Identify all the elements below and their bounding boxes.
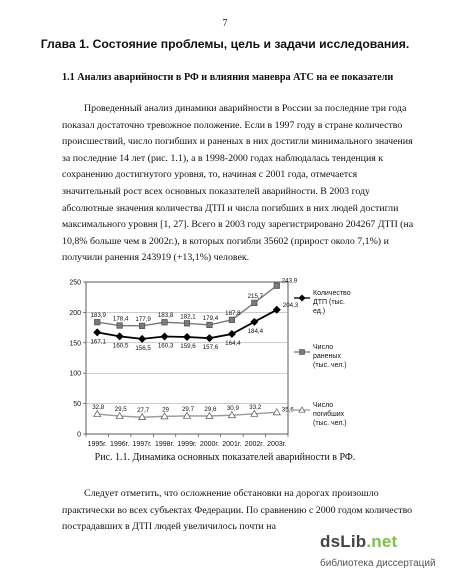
data-point-square [94,319,100,325]
data-label: 204,3 [282,301,299,309]
data-label: 27,7 [137,407,150,415]
data-point-square [207,322,213,328]
data-point-square [252,300,258,306]
y-tick-label: 50 [73,401,81,409]
paragraph-intro-text: Проведенный анализ динамики аварийности в России за последние три года показал достаточно тревожное положение. Если в 1997 году в стране количество происшествий, число погибших и раненых в них достигли минимального значения за последние 14 лет (рис. 1.1), а в 1998-2000 годах наблюдалась тенденция к сохранению достигнутого уровня, то, начиная с 2001 года, отмечается значительный рост всех основных показателей аварийности. В 2003 году абсолютные значения количества ДТП и числа погибших в них людей достигли максимального уровня [1, 27]. Всего в 2003 году зарегистрировано 204267 ДТП (на 10,8% больше чем в 2002г.), в которых погибли 35602 (прирост около 7,1%) и получили ранения 243919 (+13,1%) человек. [62,103,414,264]
data-point-square [274,283,280,289]
legend-entry-label: Количество [313,290,351,297]
x-tick-label: 1999г. [177,441,197,448]
data-point-square [117,323,123,329]
paragraph-followup-text: Следует отметить, что осложнение обстановки на дорогах произошло практически во всех субъектах Федерации. По сравнению с 2000 годом количество пострадавших в ДТП людей увеличилось почти на [62,488,413,533]
x-tick-label: 2002г. [244,441,264,448]
data-label: 215,7 [247,292,264,300]
data-label: 179,4 [202,314,219,322]
data-label: 32,8 [92,404,105,412]
data-point-square [229,317,235,323]
data-label: 160,5 [112,342,129,350]
x-tick-label: 2001г. [222,441,242,448]
y-tick-label: 250 [69,279,81,287]
data-label: 29,5 [114,406,127,414]
legend-marker-square [300,350,305,355]
data-label: 243,9 [281,277,298,285]
watermark-logo [320,532,397,552]
page-number: 7 [222,18,228,29]
legend-entry-label: ед.) [313,308,326,315]
accident-dynamics-chart [58,274,358,452]
watermark-subtitle: библиотека диссертаций [320,558,436,569]
paragraph-intro [62,101,414,267]
data-label: 157,6 [202,344,219,352]
paragraph-followup [62,486,414,536]
x-tick-label: 2000г. [199,441,220,448]
data-label: 177,9 [135,315,151,323]
data-label: 156,5 [135,344,151,352]
chapter-title: Глава 1. Состояние проблемы, цель и задачи исследования. [40,37,410,51]
watermark-logo-accent: .net [366,532,398,551]
data-point-square [184,320,190,326]
x-tick-label: 2003г. [267,441,287,448]
legend-entry-label: Число [313,344,334,351]
data-label: 167,1 [90,338,106,346]
data-label: 35,6 [281,406,294,414]
watermark-logo-main: dsLib [320,532,367,551]
data-label: 187,8 [225,309,241,317]
legend-entry-label: ДТП (тыс. [313,299,346,306]
data-label: 178,4 [112,315,129,323]
data-point-square [139,323,145,329]
x-tick-label: 1998г. [154,441,175,448]
section-title: 1.1 Анализ аварийности в РФ и влияния маневра АТС на ее показатели [62,72,394,83]
data-label: 159,6 [180,342,196,350]
data-label: 182,1 [180,313,196,321]
x-tick-label: 1995г. [87,441,107,448]
data-label: 29,6 [204,406,217,414]
data-label: 29,7 [181,405,195,413]
legend-entry-label: погибших [313,411,345,418]
y-tick-label: 200 [69,309,81,317]
data-label: 183,9 [90,312,106,320]
legend-marker-diamond [299,295,306,302]
y-tick-label: 0 [77,431,81,439]
data-point-square [162,319,168,325]
data-label: 184,4 [247,327,264,335]
y-tick-label: 150 [69,340,81,348]
data-label: 29 [162,406,170,414]
legend-entry-label: раненых [313,353,341,360]
y-tick-label: 100 [69,370,81,378]
legend-entry-label: (тыс. чел.) [313,362,347,369]
data-label: 183,8 [157,312,174,320]
data-label: 164,4 [225,340,241,348]
data-label: 33,2 [249,403,262,411]
figure-caption: Рис. 1.1. Динамика основных показателей аварийности в РФ. [94,452,356,463]
x-tick-label: 1997г. [132,441,152,448]
x-tick-label: 1996г. [110,441,130,448]
data-label: 30,9 [226,405,239,413]
data-label: 160,3 [157,342,174,350]
site-watermark [320,532,440,576]
legend-entry-label: (тыс. чел.) [313,420,347,427]
legend-entry-label: Число [313,402,334,409]
